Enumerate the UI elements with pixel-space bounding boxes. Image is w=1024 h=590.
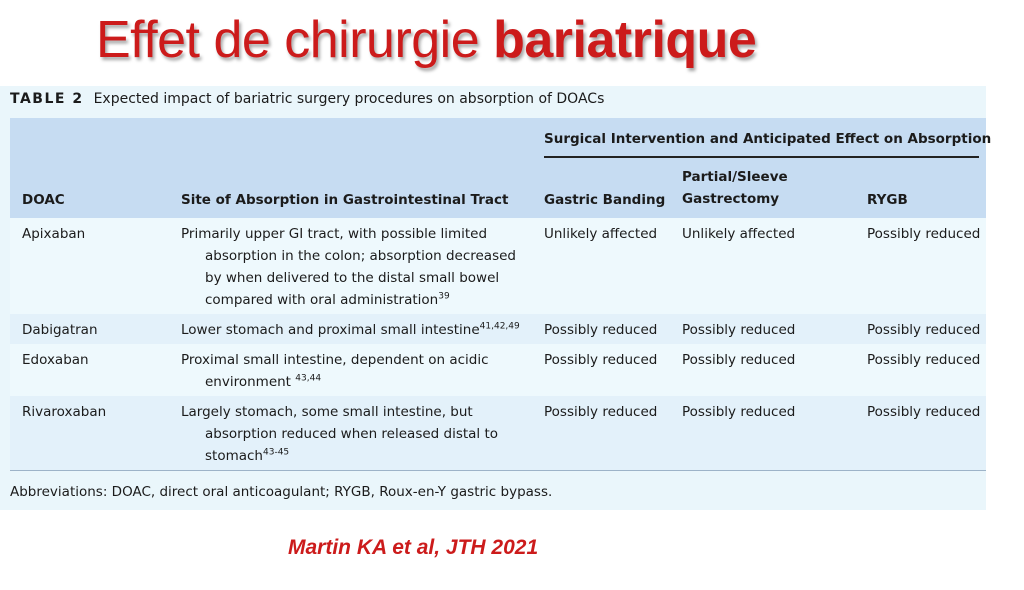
col-header-site: Site of Absorption in Gastrointestinal Tract (181, 192, 509, 208)
table-footnote: Abbreviations: DOAC, direct oral anticoagulant; RYGB, Roux-en-Y gastric bypass. (10, 484, 553, 500)
row-sleeve: Possibly reduced (682, 352, 796, 368)
col-header-sleeve-line2: Gastrectomy (682, 191, 780, 207)
slide-title-part1: Effet de chirurgie (96, 11, 494, 69)
row-site-ref: 41,42,49 (479, 321, 520, 332)
group-header: Surgical Intervention and Anticipated Effect on Absorption (544, 131, 992, 147)
row-rygb: Possibly reduced (867, 322, 981, 338)
slide-title (96, 10, 756, 70)
row-site-text: Lower stomach and proximal small intestine (181, 322, 480, 338)
table-label: TABLE 2 (10, 91, 84, 107)
row-rygb: Possibly reduced (867, 352, 981, 368)
row-site-ref: 43-45 (263, 447, 290, 458)
row-doac: Dabigatran (22, 322, 98, 338)
table-caption-text: Expected impact of bariatric surgery procedures on absorption of DOACs (93, 91, 605, 107)
row-banding: Unlikely affected (544, 226, 658, 242)
table-bottom-rule (10, 470, 986, 471)
row-sleeve: Possibly reduced (682, 404, 796, 420)
table-block (0, 86, 992, 510)
row-doac: Rivaroxaban (22, 404, 107, 420)
row-doac: Apixaban (22, 226, 86, 242)
row-sleeve: Possibly reduced (682, 322, 796, 338)
group-header-rule (544, 156, 979, 158)
row-site (181, 319, 531, 341)
slide-title-part2: bariatrique (493, 11, 757, 69)
col-header-rygb: RYGB (867, 192, 908, 208)
citation: Martin KA et al, JTH 2021 (288, 536, 539, 559)
row-doac: Edoxaban (22, 352, 89, 368)
row-banding: Possibly reduced (544, 352, 658, 368)
row-site-text: Proximal small intestine, dependent on acidic environment (181, 352, 489, 390)
col-header-sleeve-line1: Partial/Sleeve (682, 169, 788, 185)
row-site-text: Largely stomach, some small intestine, but absorption reduced when released distal to stomach (181, 404, 499, 464)
row-site-ref: 39 (438, 291, 450, 302)
row-site-text: Primarily upper GI tract, with possible limited absorption in the colon; absorption decreased by when delivered to the distal small bowel compared with oral administration (181, 226, 516, 308)
table-caption (10, 91, 604, 107)
row-banding: Possibly reduced (544, 404, 658, 420)
row-site (181, 223, 527, 311)
row-site (181, 401, 527, 467)
col-header-sleeve (682, 166, 788, 210)
row-site (181, 349, 527, 393)
col-header-banding: Gastric Banding (544, 192, 666, 208)
row-rygb: Possibly reduced (867, 226, 981, 242)
row-banding: Possibly reduced (544, 322, 658, 338)
row-sleeve: Unlikely affected (682, 226, 796, 242)
col-header-doac: DOAC (22, 192, 65, 208)
row-site-ref: 43,44 (295, 373, 322, 384)
row-rygb: Possibly reduced (867, 404, 981, 420)
